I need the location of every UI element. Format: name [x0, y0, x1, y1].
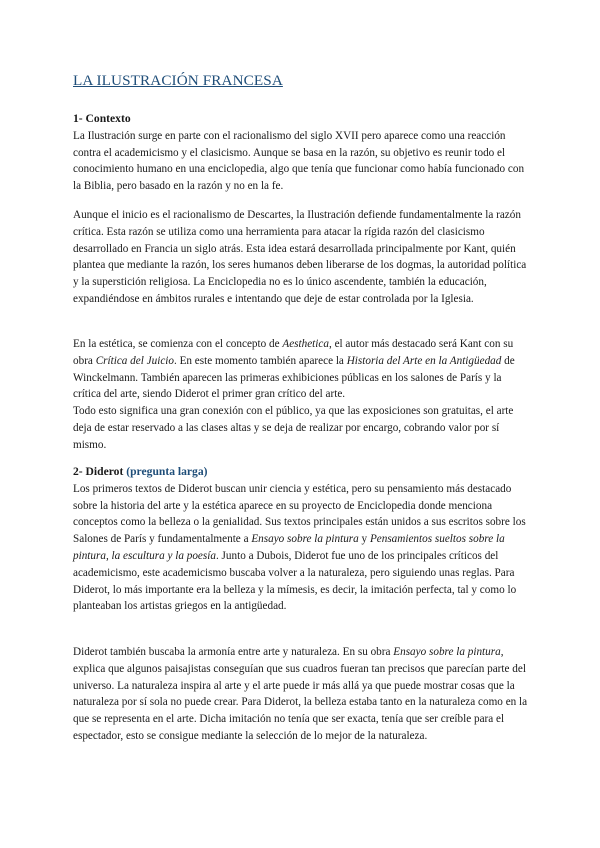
text-run: , explica que algunos paisajistas conseguían que sus cuadros fueran tan precisos que parecían parte del universo. La naturaleza inspira al arte y el arte puede ir más allá ya que puede mostrar cosas que la naturaleza por sí sola no puede crear. Para Diderot, la belleza estaba tanto en la naturaleza como en la que se representa en el arte. Dicha imitación no tenía que ser exacta, tenía que ser creíble para el espectador, esto se consigue mediante la selección de lo mejor de la naturaleza. — [73, 646, 528, 742]
section-contexto — [73, 111, 528, 195]
heading-note: (pregunta larga) — [126, 465, 208, 478]
paragraph — [73, 481, 528, 615]
italic-run: Ensayo sobre la pintura — [251, 533, 359, 546]
italic-run: Ensayo sobre la pintura — [393, 646, 501, 658]
section-contexto-p2 — [73, 207, 528, 308]
heading-text: 1- Contexto — [73, 112, 131, 125]
document-title: LA ILUSTRACIÓN FRANCESA — [73, 72, 283, 89]
italic-run: Aesthetica — [282, 338, 329, 350]
text-run: de Winckelmann. También aparecen las primeras exhibiciones públicas en los salones de París y la crítica del arte, siendo Diderot el primer gran crítico del arte. — [73, 354, 515, 401]
text-run: , el autor más destacado será Kant con su obra — [73, 338, 514, 367]
italic-run: Historia del Arte en la Antigüedad — [346, 354, 502, 367]
paragraph: Aunque el inicio es el racionalismo de Descartes, la Ilustración defiende fundamentalmente la razón crítica. Esta razón se utiliza como una herramienta para atacar la rígida razón del clasicismo desarrollado en Francia un siglo atrás. Esta idea estará desarrollada principalmente por Kant, quién plantea que mediante la razón, los seres humanos deben liberarse de los dogmas, la autoridad política y la superstición religiosa. La Enciclopedia no es lo único ascendente, también la educación, expandiéndose en ámbitos rurales e intentando que deje de estar controlada por la Iglesia. — [73, 209, 527, 305]
text-run: . En este momento también aparece la — [173, 354, 347, 367]
section-contexto-p3 — [73, 336, 528, 454]
italic-run: Crítica del Juicio — [95, 354, 174, 367]
paragraph — [73, 336, 528, 403]
text-run: En la estética, se comienza con el concepto de — [73, 338, 283, 350]
section-diderot-p2 — [73, 644, 528, 745]
section-heading — [73, 464, 528, 481]
paragraph: La Ilustración surge en parte con el racionalismo del siglo XVII pero aparece como una reacción contra el academicismo y el clasicismo. Aunque se basa en la razón, su objetivo es reunir todo el conocimiento humano en una enciclopedia, algo que tenía que funcionar como había funcionado con la Biblia, pero basado en la razón y no en la fe. — [73, 129, 525, 193]
heading-text: 2- Diderot — [73, 465, 124, 478]
text-run: Los primeros textos de Diderot buscan unir ciencia y estética, pero su pensamiento más destacado sobre la historia del arte y la estética aparece en su proyecto de Enciclopedia donde menciona conceptos como la belleza o la genialidad. Sus textos principales están unidos a sus escritos sobre los Salones de París y fundamentalmente a — [73, 482, 526, 546]
text-run: y — [358, 533, 370, 546]
text-run: Diderot también buscaba la armonía entre arte y naturaleza. En su obra — [73, 646, 394, 658]
section-diderot — [73, 464, 528, 615]
paragraph: Todo esto significa una gran conexión con el público, ya que las exposiciones son gratuitas, el arte deja de estar reservado a las clases altas y se deja de realizar por encargo, cobrando valor por sí mismo. — [73, 405, 514, 451]
paragraph — [73, 644, 528, 745]
section-heading — [73, 111, 528, 128]
italic-run: Pensamientos sueltos sobre la pintura, la escultura y la poesía — [73, 533, 505, 562]
text-run: . Junto a Dubois, Diderot fue uno de los principales críticos del academicismo, este academicismo buscaba volver a la naturaleza, pero siguiendo unas reglas. Para Diderot, lo más importante era la belleza y la mímesis, es decir, la imitación perfecta, tal y como lo planteaban los artistas griegos en la antigüedad. — [73, 549, 517, 613]
